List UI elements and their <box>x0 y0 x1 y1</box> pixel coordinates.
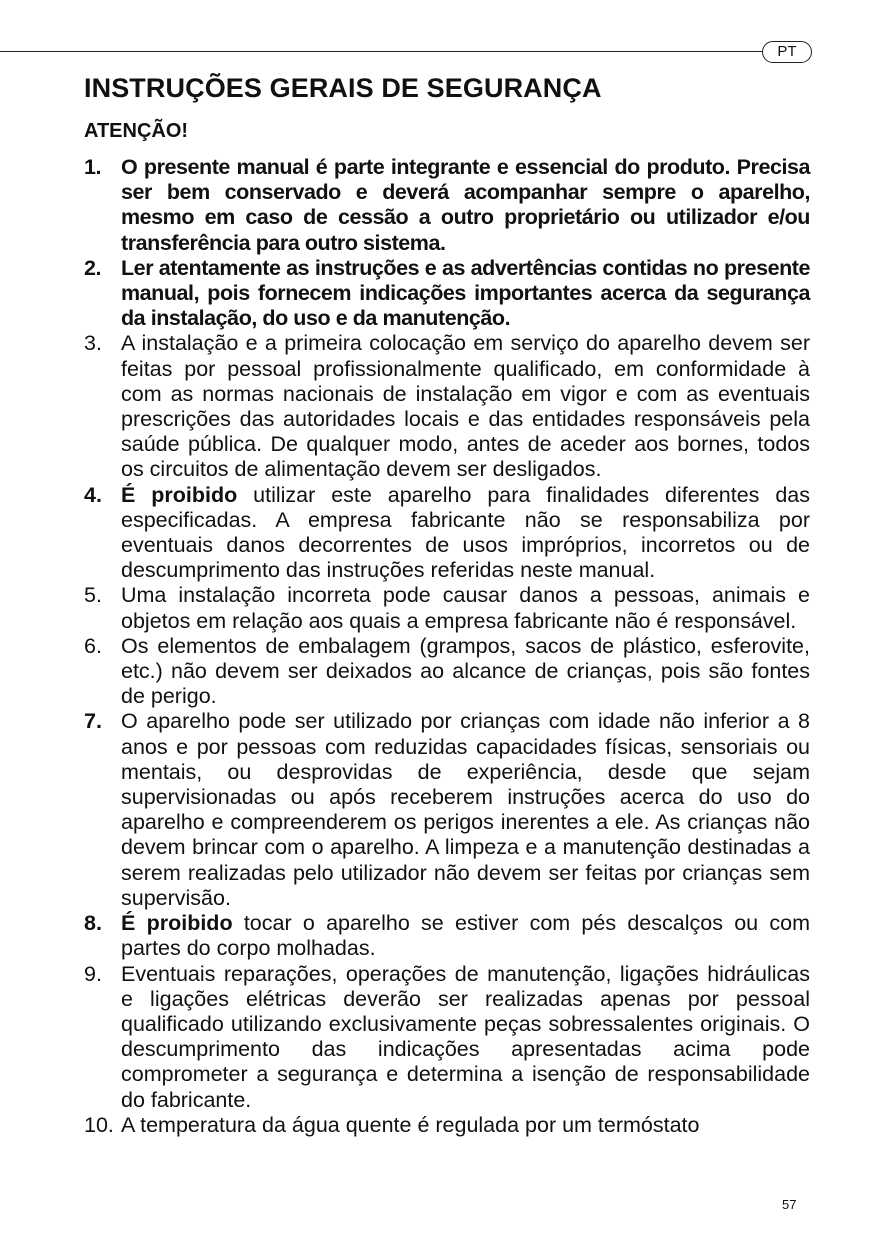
item-text: O aparelho pode ser utilizado por crianças com idade não inferior a 8 anos e por pessoas com reduzidas capacidades físicas, sensoriais ou mentais, ou desprovidas de experiência, desde que sejam supervisionadas ou após receberem instruções acerca do uso do aparelho e compreenderem os perigos inerentes a ele. As crianças não devem brincar com o aparelho. A limpeza e a manutenção destinadas a serem realizadas pelo utilizador não devem ser feitas por crianças sem supervisão. <box>121 709 810 910</box>
instruction-item-7 <box>84 709 810 911</box>
page-title: INSTRUÇÕES GERAIS DE SEGURANÇA <box>84 73 602 103</box>
instruction-item-4 <box>84 483 810 584</box>
item-text: tocar o aparelho se estiver com pés descalços ou com partes do corpo molhadas. <box>121 911 810 961</box>
language-badge: PT <box>762 41 812 63</box>
item-text: utilizar este aparelho para finalidades diferentes das especificadas. A empresa fabricante não se responsabiliza por eventuais danos decorrentes de usos impróprios, incorretos ou de descumprimento das instruções referidas neste manual. <box>121 482 810 583</box>
item-number: 7. <box>84 709 102 734</box>
item-number: 1. <box>84 155 102 179</box>
instruction-item-2 <box>84 256 810 332</box>
instruction-item-10 <box>84 1113 810 1138</box>
item-number: 4. <box>84 482 102 507</box>
item-number: 3. <box>84 331 102 356</box>
item-text: A instalação e a primeira colocação em serviço do aparelho devem ser feitas por pessoal profissionalmente qualificado, em conformidade à com as normas nacionais de instalação em vigor e com as eventuais prescrições das autoridades locais e das entidades responsáveis pela saúde pública. De qualquer modo, antes de aceder aos bornes, todos os circuitos de alimentação devem ser desligados. <box>121 331 810 482</box>
item-number: 6. <box>84 633 102 658</box>
item-number: 2. <box>84 255 102 280</box>
warning-heading: ATENÇÃO! <box>84 120 189 142</box>
instruction-item-9 <box>84 962 810 1113</box>
instruction-item-3 <box>84 331 810 482</box>
page-number: 57 <box>782 1197 797 1212</box>
instruction-item-6 <box>84 634 810 710</box>
item-text: Os elementos de embalagem (grampos, sacos de plástico, esferovite, etc.) não devem ser deixados ao alcance de crianças, pois são fontes de perigo. <box>121 633 810 709</box>
item-text: A temperatura da água quente é regulada por um termóstato <box>121 1112 700 1137</box>
instruction-item-8 <box>84 911 810 961</box>
instruction-item-5 <box>84 583 810 633</box>
item-number: 10. <box>84 1112 114 1137</box>
item-number: 5. <box>84 583 102 608</box>
item-text: O presente manual é parte integrante e essencial do produto. Precisa ser bem conservado e deverá acompanhar sempre o aparelho, mesmo em caso de cessão a outro proprietário ou utilizador e/ou transferência para outro sistema. <box>121 155 810 255</box>
item-text: Eventuais reparações, operações de manutenção, ligações hidráulicas e ligações elétricas deverão ser realizadas apenas por pessoal qualificado utilizando exclusivamente peças sobressalentes originais. O descumprimento das indicações apresentadas acima pode comprometer a segurança e determina a isenção de responsabilidade do fabricante. <box>121 961 810 1112</box>
item-lead: É proibido <box>121 482 238 507</box>
item-number: 8. <box>84 911 102 936</box>
item-text: Ler atentamente as instruções e as advertências contidas no presente manual, pois fornecem indicações importantes acerca da segurança da instalação, do uso e da manutenção. <box>121 255 810 331</box>
instructions-list <box>84 155 810 1138</box>
instruction-item-1 <box>84 155 810 256</box>
item-text: Uma instalação incorreta pode causar danos a pessoas, animais e objetos em relação aos quais a empresa fabricante não é responsável. <box>121 583 810 633</box>
header-rule <box>0 51 764 52</box>
item-number: 9. <box>84 961 102 986</box>
item-lead: É proibido <box>121 911 233 936</box>
